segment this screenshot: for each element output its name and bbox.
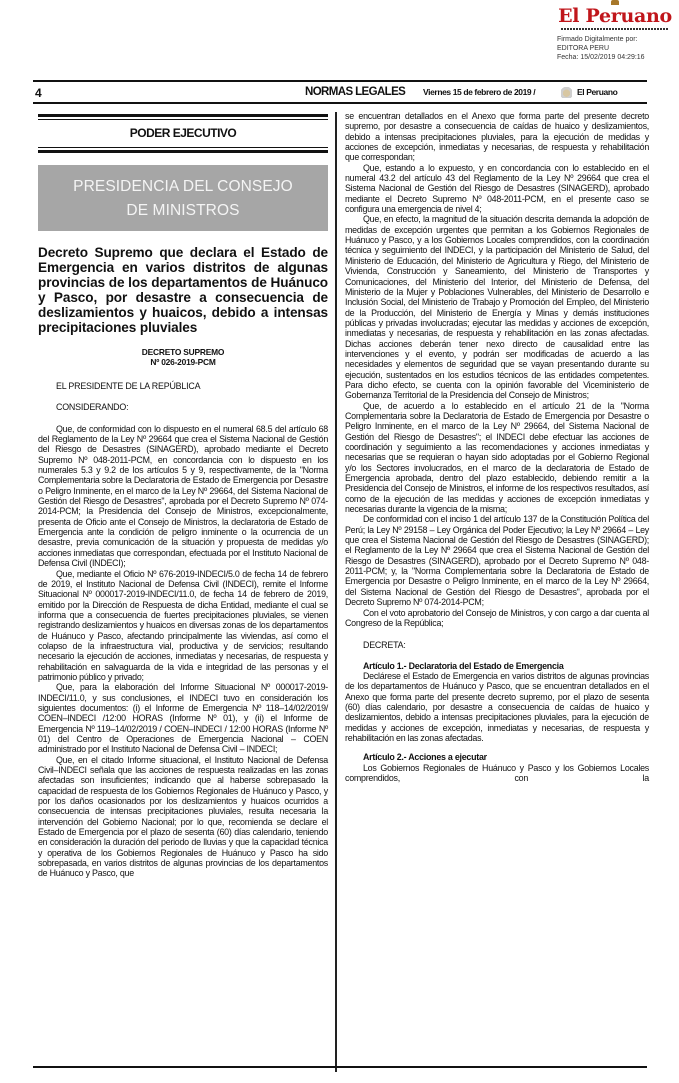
paragraph: Que, estando a lo expuesto, y en concordancia con lo establecido en el numeral 43.2 del artículo 43 del Reglamento de la Ley Nº 29664 que crea el Sistema Nacional de Gestión del Riesgo de Desastres (SINAGERD), aprobado mediante el Decreto Supremo Nº 048-2011-PCM, en el presente caso se configura una emergencia de nivel 4; [345,162,649,215]
institution-line: DE MINISTROS [126,202,240,219]
footer-rule [33,1066,647,1068]
logo-text: El Peruano [558,5,672,27]
coat-of-arms-icon [561,86,572,98]
paragraph: Que, de acuerdo a lo establecido en el artículo 21 de la "Norma Complementaria sobre la Declaratoria de Estado de Emergencia por Desastre o Peligro Inminente, en el marco de la Ley Nº 29664, del Sistema Nacional de Gestión del Riesgo de Desastres"; el INDECI debe efectuar las acciones de coordinación y seguimiento a las recomendaciones y acciones inmediatas y necesarias que se requieran o hayan sido adoptadas por el Gobierno Regional y/o los Sectores involucrados, en el marco de la declaratoria de Estado de Emergencia aprobada, dentro del plazo establecido, debiendo remitir a la Presidencia del Consejo de Ministros, el informe de los respectivos resultados, así como de la ejecución de las medidas y acciones de excepción inmediatas y necesarias durante la vigencia de la misma; [345,400,649,515]
signature-line: EDITORA PERU [557,45,609,52]
decree-number: Nº 026-2019-PCM [150,357,216,367]
paragraph: Que, en efecto, la magnitud de la situación descrita demanda la adopción de medidas de excepción urgentes que permitan a los Gobiernos Regionales de Huánuco y Pasco, y a los Gobiernos Locales comprendidos, con la coordinación técnica y seguimiento del INDECI, y la participación del Ministerio de Salud, del Ministerio de Educación, del Ministerio de Agricultura y Riego, del Ministerio de Vivienda, Construcción y Saneamiento, del Ministerio de Transportes y Comunicaciones, del Ministerio del Interior, del Ministerio de Defensa, del Ministerio de la Mujer y Poblaciones Vulnerables, del Ministerio de Desarrollo e Inclusión Social, del Ministerio de Trabajo y Promoción del Empleo, del Ministerio de la Producción, del Ministerio de Energía y Minas y demás instituciones públicas y privadas involucradas; ejecutar las medidas y acciones de excepción, inmediatas y necesarias, de respuesta y rehabilitación en las zonas afectadas. Dichas acciones deberán tener nexo directo de causalidad entre las intervenciones y el evento, y podrán ser modificadas de acuerdo a las necesidades y elementos de seguridad que se vayan presentando durante su ejecución, sustentados en los estudios técnicos de las entidades competentes. Para dicho efecto, se cuenta con la opinión favorable del Viceministerio de Gobernanza Territorial de la Presidencia del Consejo de Ministros; [345,214,649,401]
considering-heading: CONSIDERANDO: [56,402,129,413]
header-bottom-rule [33,102,647,104]
article-1-text: Declárese el Estado de Emergencia en varios distritos de algunas provincias de los departamentos de Huánuco y Pasco, que se encuentran detallados en el Anexo que forma parte del presente decreto supremo, por el plazo de sesenta (60) días calendario, por desastre a consecuencia de caídas de huaico y deslizamientos, debido a intensas precipitaciones pluviales, para la ejecución de medidas y acciones de excepción, inmediatas y necesarias, de respuesta y rehabilitación en las zonas afectadas. [345,670,649,743]
article-2-text: Los Gobiernos Regionales de Huánuco y Pasco y los Gobiernos Locales comprendidos, con la [345,762,649,783]
masthead [555,6,675,62]
issue-date: Viernes 15 de febrero de 2019 / [423,87,536,97]
page-number: 4 [35,86,42,100]
page-header [33,86,647,100]
header-top-rule [33,80,647,82]
decreta-heading: DECRETA: [363,640,406,651]
column-divider [335,112,337,1072]
crown-icon [611,0,619,5]
paragraph: Que, de conformidad con lo dispuesto en el numeral 68.5 del artículo 68 del Reglamento de la Ley Nº 29664 que crea el Sistema Nacional de Gestión del Riesgo de Desastres (SINAGERD), aprobado mediante el Decreto Supremo Nº 048-2011-PCM, en concordancia con lo dispuesto en los numerales 5.3 y 9.2 de los artículos 5 y 9, respectivamente, de la "Norma Complementaria sobre la Declaratoria de Estado de Emergencia por Desastre o Peligro Inminente, en el marco de la Ley Nº 29664, del Sistema Nacional de Gestión del Riesgo de Desastres", aprobada por el Decreto Supremo Nº 074-2014-PCM; la Presidencia del Consejo de Ministros, excepcionalmente, presenta de Oficio ante el Consejo de Ministros, la declaratoria de Estado de Emergencia ante la condición de peligro inminente o la ocurrencia de un desastre, previa comunicación de la situación y propuesta de medidas y/o acciones inmediatas que correspondan, efectuada por el Instituto Nacional de Defensa Civil (INDECI); [38,423,328,569]
paragraph: Con el voto aprobatorio del Consejo de Ministros, y con cargo a dar cuenta al Congreso de la República; [345,607,649,628]
paragraph: Que, en el citado Informe situacional, el Instituto Nacional de Defensa Civil–INDECI señala que las acciones de respuesta realizadas en las zonas afectadas son insuficientes; indicando que al haberse sobrepasado la capacidad de respuesta de los Gobiernos Regionales de Huánuco y Pasco, y por los daños ocasionados por los deslizamientos y huaicos ocurridos a consecuencia de intensas precipitaciones pluviales, resulta necesaria la intervención del Gobierno Nacional; por lo que, recomienda se declare el Estado de Emergencia por el plazo de sesenta (60) días calendario, teniendo en consideración la duración del periodo de lluvias y que la capacidad técnica y operativa de los Gobiernos Regionales de Huánuco y Pasco ha sido sobrepasada, en varios distritos de algunas provincias de los departamentos de Huánuco y Pasco, que [38,754,328,879]
decree-label: DECRETO SUPREMO [141,347,225,357]
section-title: NORMAS LEGALES [305,86,406,98]
institution-banner [38,165,328,231]
signature-line: Fecha: 15/02/2019 04:29:16 [557,54,645,61]
digital-signature [555,35,675,62]
institution-line: PRESIDENCIA DEL CONSEJO [73,178,293,195]
decree-number-block [38,347,328,367]
paragraph: Que, mediante el Oficio Nº 676-2019-INDECI/5.0 de fecha 14 de febrero de 2019, el Instituto Nacional de Defensa Civil (INDECI), remite el Informe Situacional Nº 000017-2019-INDECI/11.0, de fecha 14 de febrero de 2019, emitido por la Dirección de Respuesta de dicha Entidad, mediante el cual se informa que a consecuencia de fuertes precipitaciones pluviales, se vienen registrando deslizamientos y huaicos en diversas zonas de los departamentos de Huánuco y Pasco, afectando principalmente las viviendas, así como el colapso de la infraestructura vial, productiva y de servicios; resultando necesario la ejecución de acciones, inmediatas y necesarias, de respuesta y rehabilitación en salvaguarda de la vida e integridad de las personas y el patrimonio público y privado; [38,568,328,682]
article-1-title: Artículo 1.- Declaratoria del Estado de Emergencia [363,660,564,671]
right-column [345,111,649,783]
article-2-title: Artículo 2.- Acciones a ejecutar [363,752,487,763]
signature-line: Firmado Digitalmente por: [557,36,638,43]
branch-heading: PODER EJECUTIVO [129,126,237,140]
logo-tagline [561,28,669,30]
president-line: EL PRESIDENTE DE LA REPÚBLICA [56,381,201,391]
rule-double [38,147,328,153]
el-peruano-logo [555,6,675,26]
left-column [38,114,328,879]
decree-title: Decreto Supremo que declara el Estado de Emergencia en varios distritos de algunas provincias de los departamentos de Huánuco y Pasco, por desastre a consecuencia de deslizamientos y huaicos, debido a intensas precipitaciones pluviales [38,245,328,335]
paragraph: Que, para la elaboración del Informe Situacional Nº 000017-2019-INDECI/11.0, y sus conclusiones, el INDECI tuvo en consideración los siguientes documentos: (i) el Informe de Emergencia Nº 118–14/02/2019/ COEN–INDECI /12:00 HORAS (Informe Nº 01), y (ii) el Informe de Emergencia Nº 119–14/02/2019 / COEN–INDECI / 12:00 HORAS (Informe Nº 01) del Centro de Operaciones de Emergencia Nacional – COEN administrado por el Instituto Nacional de Defensa Civil – INDECI; [38,682,328,755]
paragraph: De conformidad con el inciso 1 del artículo 137 de la Constitución Política del Perú; la Ley Nº 29158 – Ley Orgánica del Poder Ejecutivo; la Ley Nº 29664 – Ley que crea el Sistema Nacional de Gestión del Riesgo de Desastres (SINAGERD); el Reglamento de la Ley Nº 29664 que crea el Sistema Nacional de Gestión del Riesgo de Desastres (SINAGERD), aprobado por el Decreto Supremo Nº 048-2011-PCM; y, la "Norma Complementaria sobre la Declaratoria de Estado de Emergencia por Desastre o Peligro Inminente, en el marco de la Ley Nº 29664, del Sistema Nacional de Gestión del Riesgo de Desastres", aprobada por el Decreto Supremo Nº 074-2014-PCM; [345,514,649,608]
header-brand: El Peruano [577,87,618,97]
paragraph: se encuentran detallados en el Anexo que forma parte del presente decreto supremo, por desastre a consecuencia de caídas de huaico y deslizamientos, debido a intensas precipitaciones pluviales, para la ejecución de medidas y acciones de excepción, inmediatas y necesarias, de respuesta y rehabilitación que correspondan; [345,111,649,163]
